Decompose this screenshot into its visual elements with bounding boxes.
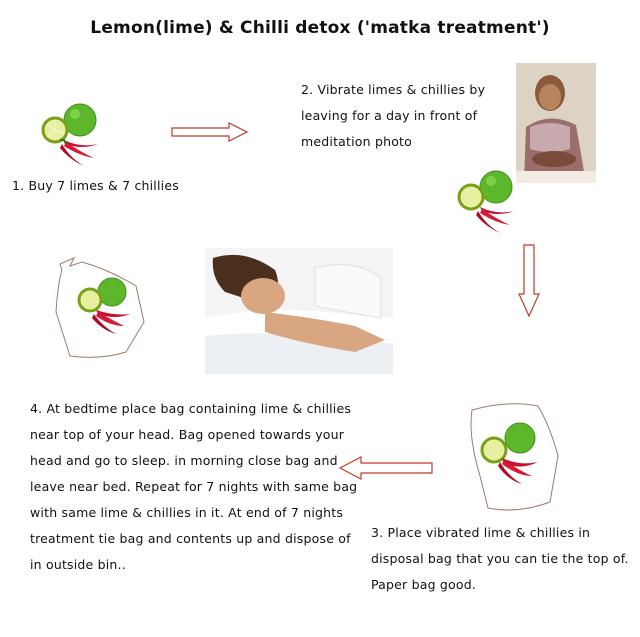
step-2-text: 2. Vibrate limes & chillies by leaving for a day in front of meditation photo — [301, 82, 486, 149]
meditation-photo — [516, 63, 596, 183]
page-title: Lemon(lime) & Chilli detox ('matka treatment') — [90, 18, 550, 38]
bag-icon — [40, 252, 152, 364]
arrow-right-icon — [171, 122, 249, 142]
step-3-text: 3. Place vibrated lime & chillies in disposal bag that you can tie the top of. Paper bag good. — [371, 525, 629, 592]
arrow-down-icon — [518, 244, 540, 318]
lime-chilli-icon — [40, 100, 106, 170]
step-4-text: 4. At bedtime place bag containing lime & chillies near top of your head. Bag opened towards your head and go to sleep. in morning close bag and leave near bed. Repeat for 7 nights with same bag with same lime & chillies in it. At end of 7 nights treatment tie bag and contents up and dispose of in outside bin.. — [30, 401, 358, 572]
lime-chilli-icon — [456, 167, 522, 237]
sleeping-woman-photo — [205, 248, 393, 374]
bag-icon — [458, 396, 570, 518]
step-1-text: 1. Buy 7 limes & 7 chillies — [12, 178, 179, 193]
